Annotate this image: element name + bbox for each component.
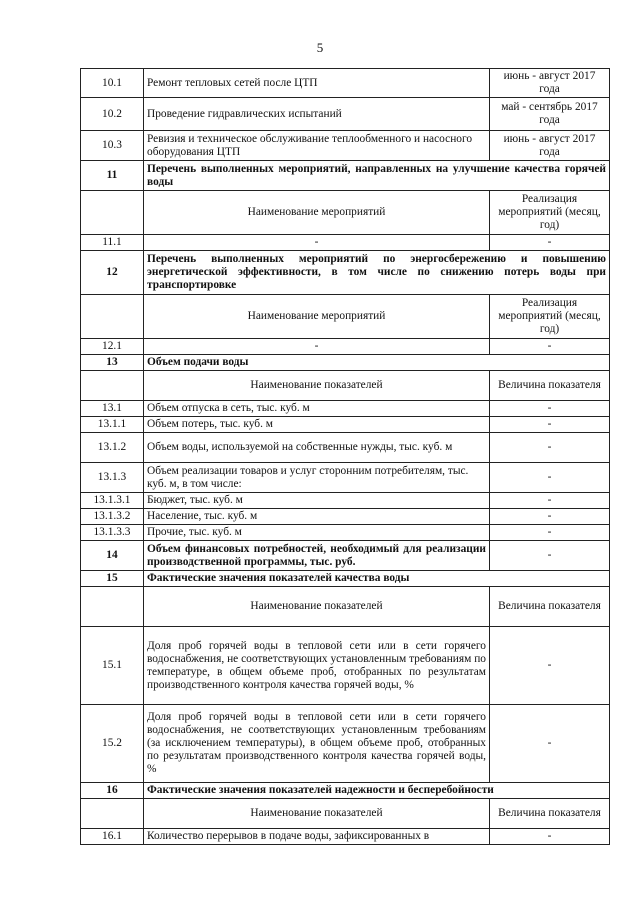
- header-name-cell: Наименование мероприятий: [144, 295, 490, 339]
- section-title: Объем подачи воды: [144, 355, 610, 371]
- row-text: -: [144, 235, 490, 251]
- row-text: Проведение гидравлических испытаний: [144, 98, 490, 131]
- header-empty-cell: [81, 191, 144, 235]
- section-number: 11: [81, 161, 144, 191]
- row-text: Население, тыс. куб. м: [144, 509, 490, 525]
- table-row: [81, 829, 610, 845]
- header-name-cell: Наименование показателей: [144, 371, 490, 401]
- row-value: -: [490, 541, 610, 571]
- row-number: 14: [81, 541, 144, 571]
- row-number: 13.1.3.3: [81, 525, 144, 541]
- table-row: [81, 69, 610, 98]
- row-value: -: [490, 829, 610, 845]
- section-row: [81, 355, 610, 371]
- table-row: [81, 541, 610, 571]
- header-value-cell: Реализация мероприятий (месяц, год): [490, 295, 610, 339]
- row-text: Объем потерь, тыс. куб. м: [144, 417, 490, 433]
- row-value: июнь - август 2017 года: [490, 69, 610, 98]
- row-number: 13.1.3: [81, 463, 144, 493]
- section-row: [81, 161, 610, 191]
- section-row: [81, 783, 610, 799]
- row-number: 16.1: [81, 829, 144, 845]
- row-value: -: [490, 525, 610, 541]
- row-value: -: [490, 493, 610, 509]
- table-row: [81, 417, 610, 433]
- row-text: Бюджет, тыс. куб. м: [144, 493, 490, 509]
- section-number: 12: [81, 251, 144, 295]
- row-text: Объем отпуска в сеть, тыс. куб. м: [144, 401, 490, 417]
- row-value: -: [490, 417, 610, 433]
- table-row: [81, 98, 610, 131]
- table-row: [81, 627, 610, 705]
- row-value: -: [490, 235, 610, 251]
- row-text: Количество перерывов в подаче воды, зафиксированных в: [144, 829, 490, 845]
- row-number: 13.1.3.2: [81, 509, 144, 525]
- row-value: июнь - август 2017 года: [490, 131, 610, 161]
- row-value: -: [490, 705, 610, 783]
- row-text: -: [144, 339, 490, 355]
- row-number: 10.1: [81, 69, 144, 98]
- section-number: 15: [81, 571, 144, 587]
- row-number: 12.1: [81, 339, 144, 355]
- section-row: [81, 251, 610, 295]
- section-number: 16: [81, 783, 144, 799]
- header-empty-cell: [81, 587, 144, 627]
- row-value: -: [490, 433, 610, 463]
- row-value: -: [490, 463, 610, 493]
- row-value: -: [490, 339, 610, 355]
- column-header-row: [81, 587, 610, 627]
- row-text: Объем финансовых потребностей, необходимый для реализации производственной программы, тыс. руб.: [144, 541, 490, 571]
- row-number: 13.1.3.1: [81, 493, 144, 509]
- row-text: Прочие, тыс. куб. м: [144, 525, 490, 541]
- row-text: Ревизия и техническое обслуживание теплообменного и насосного оборудования ЦТП: [144, 131, 490, 161]
- table-row: [81, 705, 610, 783]
- table-row: [81, 509, 610, 525]
- header-value-cell: Величина показателя: [490, 799, 610, 829]
- row-number: 10.2: [81, 98, 144, 131]
- row-number: 13.1: [81, 401, 144, 417]
- section-title: Перечень выполненных мероприятий по энергосбережению и повышению энергетической эффективности, в том числе по снижению потерь воды при транспортировке: [144, 251, 610, 295]
- page-number: 5: [316, 40, 324, 55]
- row-text: Объем реализации товаров и услуг сторонним потребителям, тыс. куб. м, в том числе:: [144, 463, 490, 493]
- header-empty-cell: [81, 799, 144, 829]
- table-row: [81, 525, 610, 541]
- section-title: Фактические значения показателей качества воды: [144, 571, 610, 587]
- row-value: май - сентябрь 2017 года: [490, 98, 610, 131]
- row-text: Ремонт тепловых сетей после ЦТП: [144, 69, 490, 98]
- column-header-row: [81, 191, 610, 235]
- column-header-row: [81, 295, 610, 339]
- row-number: 10.3: [81, 131, 144, 161]
- section-title: Фактические значения показателей надежности и бесперебойности: [144, 783, 610, 799]
- header-empty-cell: [81, 295, 144, 339]
- header-name-cell: Наименование показателей: [144, 799, 490, 829]
- table-row: [81, 235, 610, 251]
- header-value-cell: Величина показателя: [490, 587, 610, 627]
- row-value: -: [490, 627, 610, 705]
- row-number: 15.1: [81, 627, 144, 705]
- header-empty-cell: [81, 371, 144, 401]
- table-row: [81, 401, 610, 417]
- section-row: [81, 571, 610, 587]
- section-number: 13: [81, 355, 144, 371]
- column-header-row: [81, 371, 610, 401]
- row-text: Доля проб горячей воды в тепловой сети или в сети горячего водоснабжения, не соответствующих установленным требованиям по температуре, в общем объеме проб, отобранных по результатам производственного контроля качества горячей воды, %: [144, 627, 490, 705]
- row-number: 13.1.2: [81, 433, 144, 463]
- section-title: Перечень выполненных мероприятий, направленных на улучшение качества горячей воды: [144, 161, 610, 191]
- table-row: [81, 493, 610, 509]
- row-value: -: [490, 401, 610, 417]
- report-table: [80, 68, 610, 845]
- table-row: [81, 339, 610, 355]
- header-name-cell: Наименование мероприятий: [144, 191, 490, 235]
- row-value: -: [490, 509, 610, 525]
- row-number: 13.1.1: [81, 417, 144, 433]
- header-value-cell: Реализация мероприятий (месяц, год): [490, 191, 610, 235]
- header-name-cell: Наименование показателей: [144, 587, 490, 627]
- table-row: [81, 433, 610, 463]
- table-row: [81, 131, 610, 161]
- row-text: Доля проб горячей воды в тепловой сети или в сети горячего водоснабжения, не соответствующих установленным требованиям (за исключением температуры), в общем объеме проб, отобранных по результатам производственного контроля качества горячей воды, %: [144, 705, 490, 783]
- header-value-cell: Величина показателя: [490, 371, 610, 401]
- row-number: 11.1: [81, 235, 144, 251]
- column-header-row: [81, 799, 610, 829]
- row-text: Объем воды, используемой на собственные нужды, тыс. куб. м: [144, 433, 490, 463]
- row-number: 15.2: [81, 705, 144, 783]
- table-row: [81, 463, 610, 493]
